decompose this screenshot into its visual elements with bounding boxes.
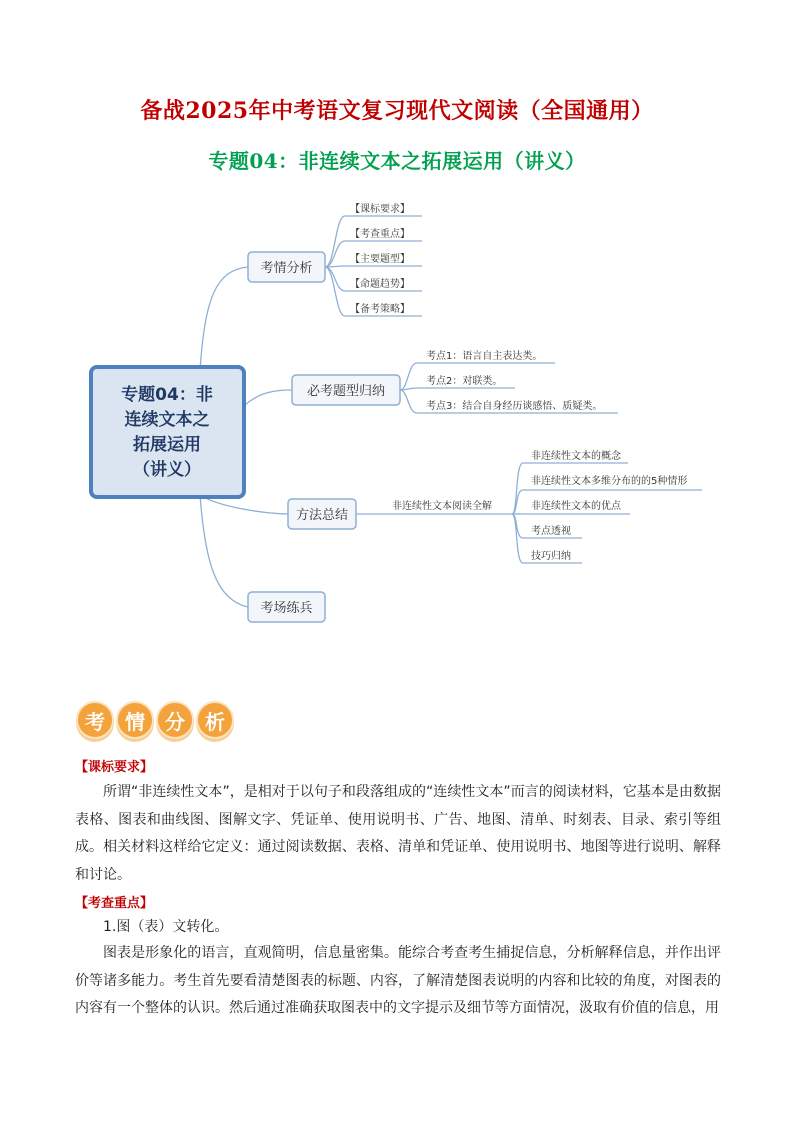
paragraph-kaocha: 图表是形象化的语言，直观简明，信息量密集。能综合考查考生捕捉信息，分析解释信息，并作出评价等诸多能力。考生首先要看清楚图表的标题、内容，了解清楚图表说明的内容和比较的角度，对图表的内容有一个整体的认识。然后通过准确获取图表中的文字提示及细节等方面情况，汲取有价值的信息，用 — [75, 945, 721, 1016]
root-line-2: 连续文本之 — [124, 410, 210, 430]
mind-map — [0, 180, 794, 640]
badge-char: 情 — [116, 701, 154, 739]
leaf-kaocha: 【考查重点】 — [350, 229, 410, 240]
document-subtitle: 专题04：非连续文本之拓展运用（讲义） — [208, 149, 586, 173]
root-line-1: 专题04：非 — [121, 385, 213, 405]
document-title: 备战2025年中考语文复习现代文阅读（全国通用） — [140, 98, 654, 124]
leaf-qingxing: 非连续性文本多维分布的的5种情形 — [531, 476, 688, 487]
leaf-kaodian1: 考点1：语言自主表达类。 — [426, 351, 543, 362]
leaf-toushi: 考点透视 — [531, 526, 571, 537]
leaf-zhuyao: 【主要题型】 — [350, 254, 410, 265]
heading-kaocha: 【考查重点】 — [75, 896, 154, 911]
badge-char: 分 — [156, 701, 194, 739]
branch-label-fangfa: 方法总结 — [295, 508, 349, 523]
leaf-beikao: 【备考策略】 — [350, 304, 410, 315]
connector-root-b1 — [200, 267, 248, 370]
paragraph-kebiao: 所谓“非连续性文本”，是相对于以句子和段落组成的“连续性文本”而言的阅读材料，它基本是由数据表格、图表和曲线图、图解文字、凭证单、使用说明书、广告、地图、清单、时刻表、目录、索引等组成。相关材料这样给它定义：通过阅读数据、表格、清单和凭证单、使用说明书、地图等进行说明、解释和讨论。 — [75, 784, 721, 883]
section-badge — [76, 698, 236, 742]
leaf-youdian: 非连续性文本的优点 — [531, 501, 621, 512]
root-line-3: 拓展运用 — [133, 435, 201, 455]
badge-char: 析 — [196, 701, 234, 739]
root-line-4: （讲义） — [133, 460, 201, 480]
badge-char: 考 — [76, 701, 114, 739]
branch-label-kaoqing: 考情分析 — [260, 261, 313, 276]
leaf-kebiao: 【课标要求】 — [350, 204, 410, 215]
heading-kebiao: 【课标要求】 — [75, 760, 154, 775]
leaf-mingti: 【命题趋势】 — [350, 279, 410, 290]
list-item-1: 1.图（表）文转化。 — [103, 919, 229, 935]
connector-root-b2 — [245, 390, 292, 405]
leaf-jiqiao: 技巧归纳 — [531, 551, 571, 562]
mid-node-label: 非连续性文本阅读全解 — [392, 501, 492, 512]
connector-root-b4 — [200, 495, 248, 607]
branch-label-bikao: 必考题型归纳 — [306, 384, 386, 399]
branch-label-kaochang: 考场练兵 — [260, 601, 313, 616]
leaf-kaodian2: 考点2：对联类。 — [426, 376, 503, 387]
leaf-gainian: 非连续性文本的概念 — [531, 451, 621, 462]
leaf-kaodian3: 考点3：结合自身经历谈感悟、质疑类。 — [426, 401, 603, 412]
